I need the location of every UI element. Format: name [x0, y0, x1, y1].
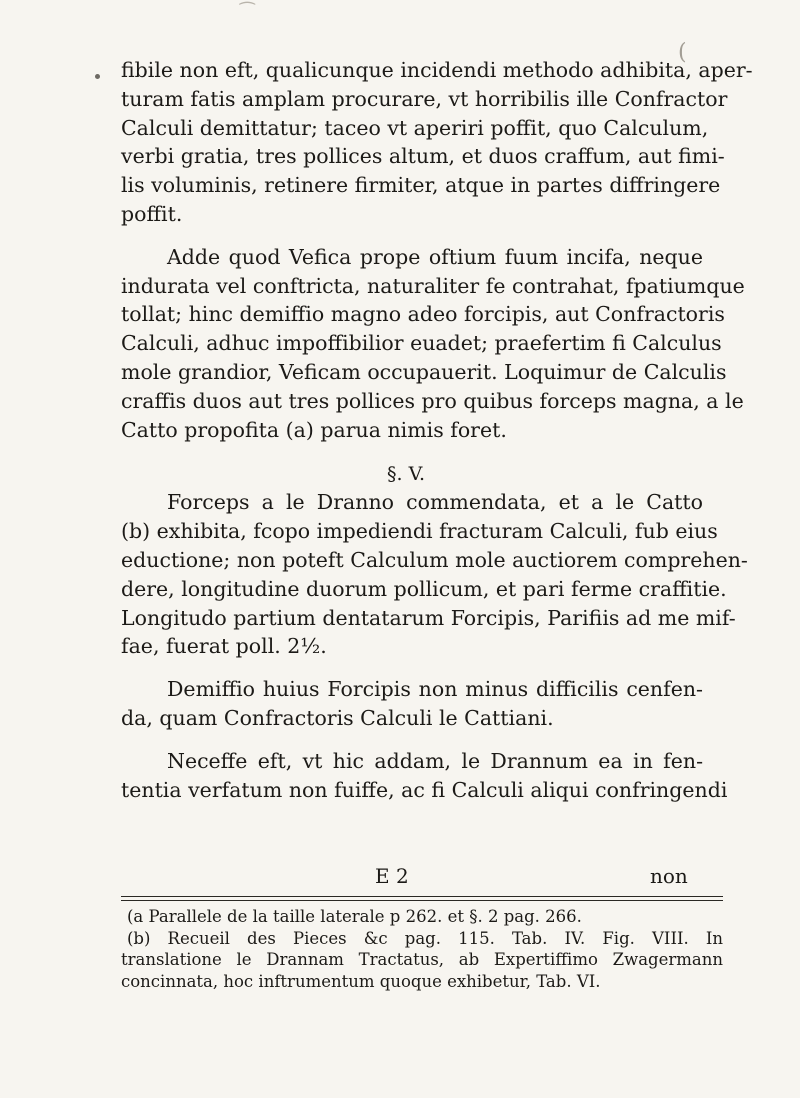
text-line: da, quam Confractoris Calculi le Cattiani. — [121, 705, 554, 730]
catchword: non — [650, 864, 688, 888]
paragraph — [121, 747, 728, 805]
text-line: fibile non eft, qualicunque incidendi methodo adhibita, aper- — [121, 58, 753, 82]
text-line: Calculi demittatur; taceo vt aperiri poffit, quo Calculum, — [121, 115, 709, 140]
footnote-rule — [121, 896, 723, 897]
paragraph — [121, 675, 703, 733]
text-line: tollat; hinc demiffio magno adeo forcipis, aut Confractoris — [121, 302, 725, 327]
footnote-line: (a Parallele de la taille laterale p 262. et §. 2 pag. 266. — [127, 907, 582, 926]
footnote-line: (b) Recueil des Pieces &c pag. 115. Tab. IV. Fig. VIII. In — [127, 928, 723, 948]
paragraph — [121, 243, 745, 445]
footnote-line: concinnata, hoc inftrumentum quoque exhibetur, Tab. VI. — [121, 971, 601, 991]
text-line: dere, longitudine duorum pollicum, et pari ferme craffitie. — [121, 576, 727, 601]
text-line: Calculi, adhuc impoffibilior euadet; praefertim fi Calculus — [121, 331, 722, 356]
text-line: mole grandior, Veficam occupauerit. Loquimur de Calculis — [121, 359, 727, 384]
text-line: turam fatis amplam procurare, vt horribilis ille Confractor — [121, 86, 728, 111]
paper-fold-mark: ⁀ — [240, 2, 255, 23]
main-text-block — [121, 56, 753, 804]
text-line: Forceps a le Dranno commendata, et a le Catto — [167, 490, 703, 515]
text-line: poffit. — [121, 201, 183, 226]
footnote — [121, 906, 723, 928]
paragraph — [121, 56, 753, 229]
text-line: Longitudo partium dentatarum Forcipis, Parifiis ad me mif- — [121, 605, 736, 630]
text-line: Adde quod Vefica prope oftium fuum incifa, neque — [167, 244, 703, 269]
text-line: Demiffio huius Forcipis non minus difficilis cenfen- — [167, 677, 703, 702]
signature-mark: E 2 — [375, 864, 409, 888]
footnotes — [121, 906, 723, 992]
bleed-through-mark: ( — [678, 40, 687, 65]
text-line: Neceffe eft, vt hic addam, le Drannum ea in fen- — [167, 748, 703, 773]
text-line: lis voluminis, retinere firmiter, atque in partes diffringere — [121, 173, 721, 198]
text-line: craffis duos aut tres pollices pro quibus forceps magna, a le — [121, 388, 744, 413]
text-line: fae, fuerat poll. 2½. — [121, 634, 327, 659]
paragraph — [121, 488, 748, 661]
footnote — [121, 928, 723, 993]
section-heading: §. V. — [386, 463, 426, 486]
text-line: eductione; non poteft Calculum mole auctiorem comprehen- — [121, 547, 748, 572]
text-line: Catto propofita (a) parua nimis foret. — [121, 417, 507, 442]
text-line: tentia verfatum non fuiffe, ac fi Calculi aliqui confringendi — [121, 777, 728, 802]
footnote-line: translatione le Drannam Tractatus, ab Expertiffimo Zwagermann — [121, 950, 723, 969]
ink-speck — [95, 74, 100, 79]
text-line: (b) exhibita, fcopo impediendi fracturam Calculi, fub eius — [121, 519, 718, 544]
text-line: indurata vel conftricta, naturaliter fe contrahat, fpatiumque — [121, 273, 745, 298]
text-line: verbi gratia, tres pollices altum, et duos craffum, aut fimi- — [121, 144, 725, 169]
footnote-rule-thin — [121, 900, 723, 901]
